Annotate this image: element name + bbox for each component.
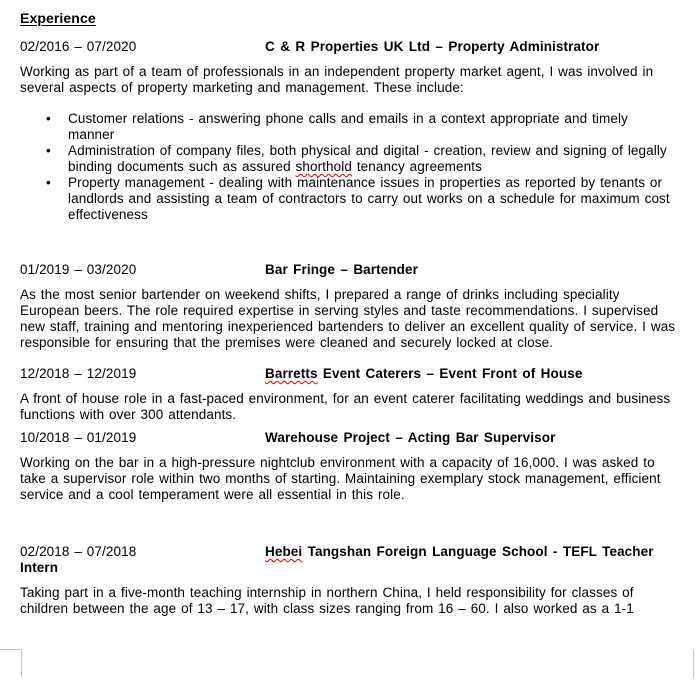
text-segment: Customer relations - answering phone calls and emails in a context appropriate and timely manner — [68, 111, 628, 142]
text-segment: Warehouse Project – Acting Bar Supervisor — [265, 430, 556, 445]
entry-dates: 12/2018 – 12/2019 — [20, 366, 137, 381]
entry-summary: A front of house role in a fast-paced environment, for an event caterer facilitating weddings and business functions with over 300 attendants. — [20, 391, 671, 422]
experience-entry — [20, 262, 676, 351]
entry-summary: Working as part of a team of professionals in an independent property market agent, I was involved in several aspects of property marketing and management. These include: — [20, 64, 654, 95]
entry-bullet-list — [20, 111, 676, 223]
entry-title — [265, 430, 555, 445]
entry-title — [265, 262, 418, 277]
entry-summary: Taking part in a five-month teaching internship in northern China, I held responsibility for classes of children between the age of 13 – 17, with class sizes ranging from 16 – 60. I also worked as a 1-1 — [20, 585, 634, 616]
misspelled-word: Barretts — [265, 366, 318, 381]
entry-title — [265, 366, 582, 381]
text-segment: Tangshan Foreign Language School - TEFL Teacher — [302, 544, 654, 559]
entry-dates: 02/2018 – 07/2018 — [20, 544, 137, 559]
entry-dates: 10/2018 – 01/2019 — [20, 430, 137, 445]
text-segment: Intern — [20, 560, 59, 575]
experience-entries — [20, 39, 676, 617]
entry-dates: 02/2016 – 07/2020 — [20, 39, 137, 54]
bullet-item — [20, 175, 676, 223]
entry-title — [265, 39, 599, 54]
text-boundary-left-vertical — [21, 649, 22, 677]
experience-entry — [20, 544, 676, 617]
text-segment: Event Caterers – Event Front of House — [317, 366, 583, 381]
bullet-item — [20, 111, 676, 143]
section-heading: Experience — [20, 10, 96, 26]
entry-headline — [20, 39, 676, 55]
experience-entry — [20, 366, 676, 423]
experience-entry — [20, 39, 676, 223]
entry-headline — [20, 544, 676, 576]
text-boundary-left-horizontal — [0, 649, 21, 650]
misspelled-word: Hebei — [265, 544, 303, 559]
text-segment: Administration of company files, both physical and digital - creation, review and signing of legally binding documents such as assured — [68, 143, 667, 174]
bullet-item — [20, 143, 676, 175]
experience-entry — [20, 430, 676, 503]
text-segment: C & R Properties UK Ltd – Property Administrator — [265, 39, 600, 54]
entry-headline — [20, 366, 676, 382]
text-boundary-right-vertical — [693, 650, 694, 678]
text-segment: Bar Fringe – Bartender — [265, 262, 418, 277]
text-segment: Property management - dealing with maintenance issues in properties as reported by tenants or landlords and assisting a team of contractors to carry out works on a schedule for maximum cost effectiveness — [68, 175, 670, 222]
text-segment: tenancy agreements — [351, 159, 482, 174]
entry-summary: As the most senior bartender on weekend shifts, I prepared a range of drinks including speciality European beers. The role required expertise in serving styles and taste recommendations. I supervised new staff, training and mentoring inexperienced bartenders to deliver an excellent quality of service. I was responsible for ensuring that the premises were cleaned and securely locked at close. — [20, 287, 676, 350]
misspelled-word: shorthold — [295, 159, 352, 174]
entry-dates: 01/2019 – 03/2020 — [20, 262, 137, 277]
entry-summary: Working on the bar in a high-pressure nightclub environment with a capacity of 16,000. I was asked to take a supervisor role within two months of starting. Maintaining exemplary stock management, efficient service and a cool temperament were all essential in this role. — [20, 455, 661, 502]
entry-headline — [20, 262, 676, 278]
entry-headline — [20, 430, 676, 446]
